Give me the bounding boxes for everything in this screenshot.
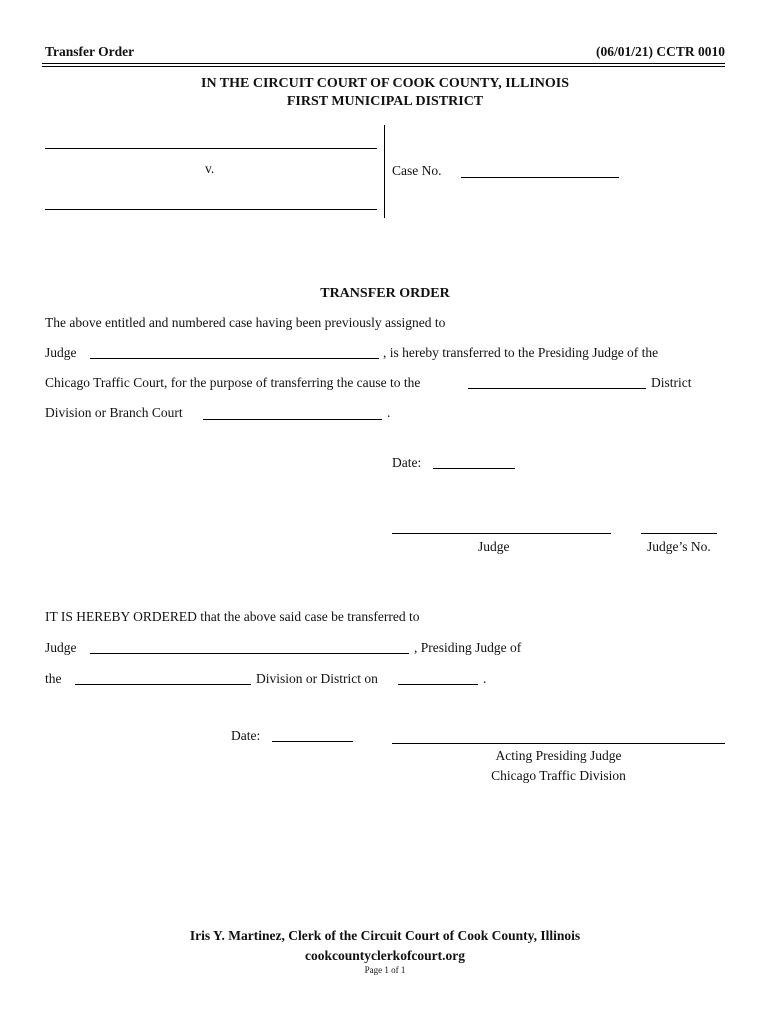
header-rule-bottom [42,66,725,67]
page-number: Page 1 of 1 [364,965,406,975]
ordered-period: . [483,671,487,686]
district-field[interactable] [468,388,646,389]
division-field[interactable] [75,684,251,685]
order-para-line2-tail: , is hereby transferred to the Presiding Judge of the [383,345,659,360]
ordered-date-field[interactable] [272,741,353,742]
assigned-judge-field[interactable] [90,358,379,359]
ordered-line3-head: the [45,671,62,686]
ordered-line3-mid: Division or District on [256,671,378,686]
judge-signature-label: Judge [478,539,510,554]
judge-number-label: Judge’s No. [647,539,711,554]
ordered-judge-label: Judge [45,640,77,655]
presiding-judge-field[interactable] [90,653,409,654]
order-para-line1: The above entitled and numbered case having been previously assigned to [45,315,446,330]
header-rule-top [42,63,725,64]
order-judge-label: Judge [45,345,77,360]
versus-label: v. [205,161,215,176]
order-para-line3-head: Chicago Traffic Court, for the purpose of transferring the cause to the [45,375,421,390]
case-no-label: Case No. [392,163,442,178]
court-name: IN THE CIRCUIT COURT OF COOK COUNTY, ILLINOIS [201,76,569,91]
order-date-field[interactable] [433,468,515,469]
judge-number-line[interactable] [641,533,717,534]
order-date-label: Date: [392,455,422,470]
sig-title-1: Acting Presiding Judge [495,748,622,763]
sig-title-2: Chicago Traffic Division [491,768,626,783]
defendant-line[interactable] [45,209,377,210]
plaintiff-line[interactable] [45,148,377,149]
transfer-date-field[interactable] [398,684,478,685]
clerk-website[interactable]: cookcountyclerkofcourt.org [304,948,466,963]
caption-divider [384,125,385,218]
ordered-line1 [45,609,420,625]
form-code: (06/01/21) CCTR 0010 [596,44,725,59]
case-no-field[interactable] [461,177,619,178]
order-title: TRANSFER ORDER [320,286,450,301]
ordered-line2-tail: , Presiding Judge of [414,640,522,655]
ordered-line1-rest: that the above said case be transferred to [196,609,420,624]
ordered-date-label: Date: [231,728,261,743]
ordered-emphasis: IT IS HEREBY ORDERED [45,609,197,624]
order-para-line4-head: Division or Branch Court [45,405,183,420]
branch-court-field[interactable] [203,419,382,420]
form-title: Transfer Order [45,44,135,59]
order-para-line3-tail: District [651,375,692,390]
judge-signature-line[interactable] [392,533,611,534]
presiding-judge-signature-line[interactable] [392,743,725,744]
order-period: . [387,405,391,420]
district-name: FIRST MUNICIPAL DISTRICT [286,94,484,109]
clerk-footer: Iris Y. Martinez, Clerk of the Circuit Court of Cook County, Illinois [189,928,581,943]
